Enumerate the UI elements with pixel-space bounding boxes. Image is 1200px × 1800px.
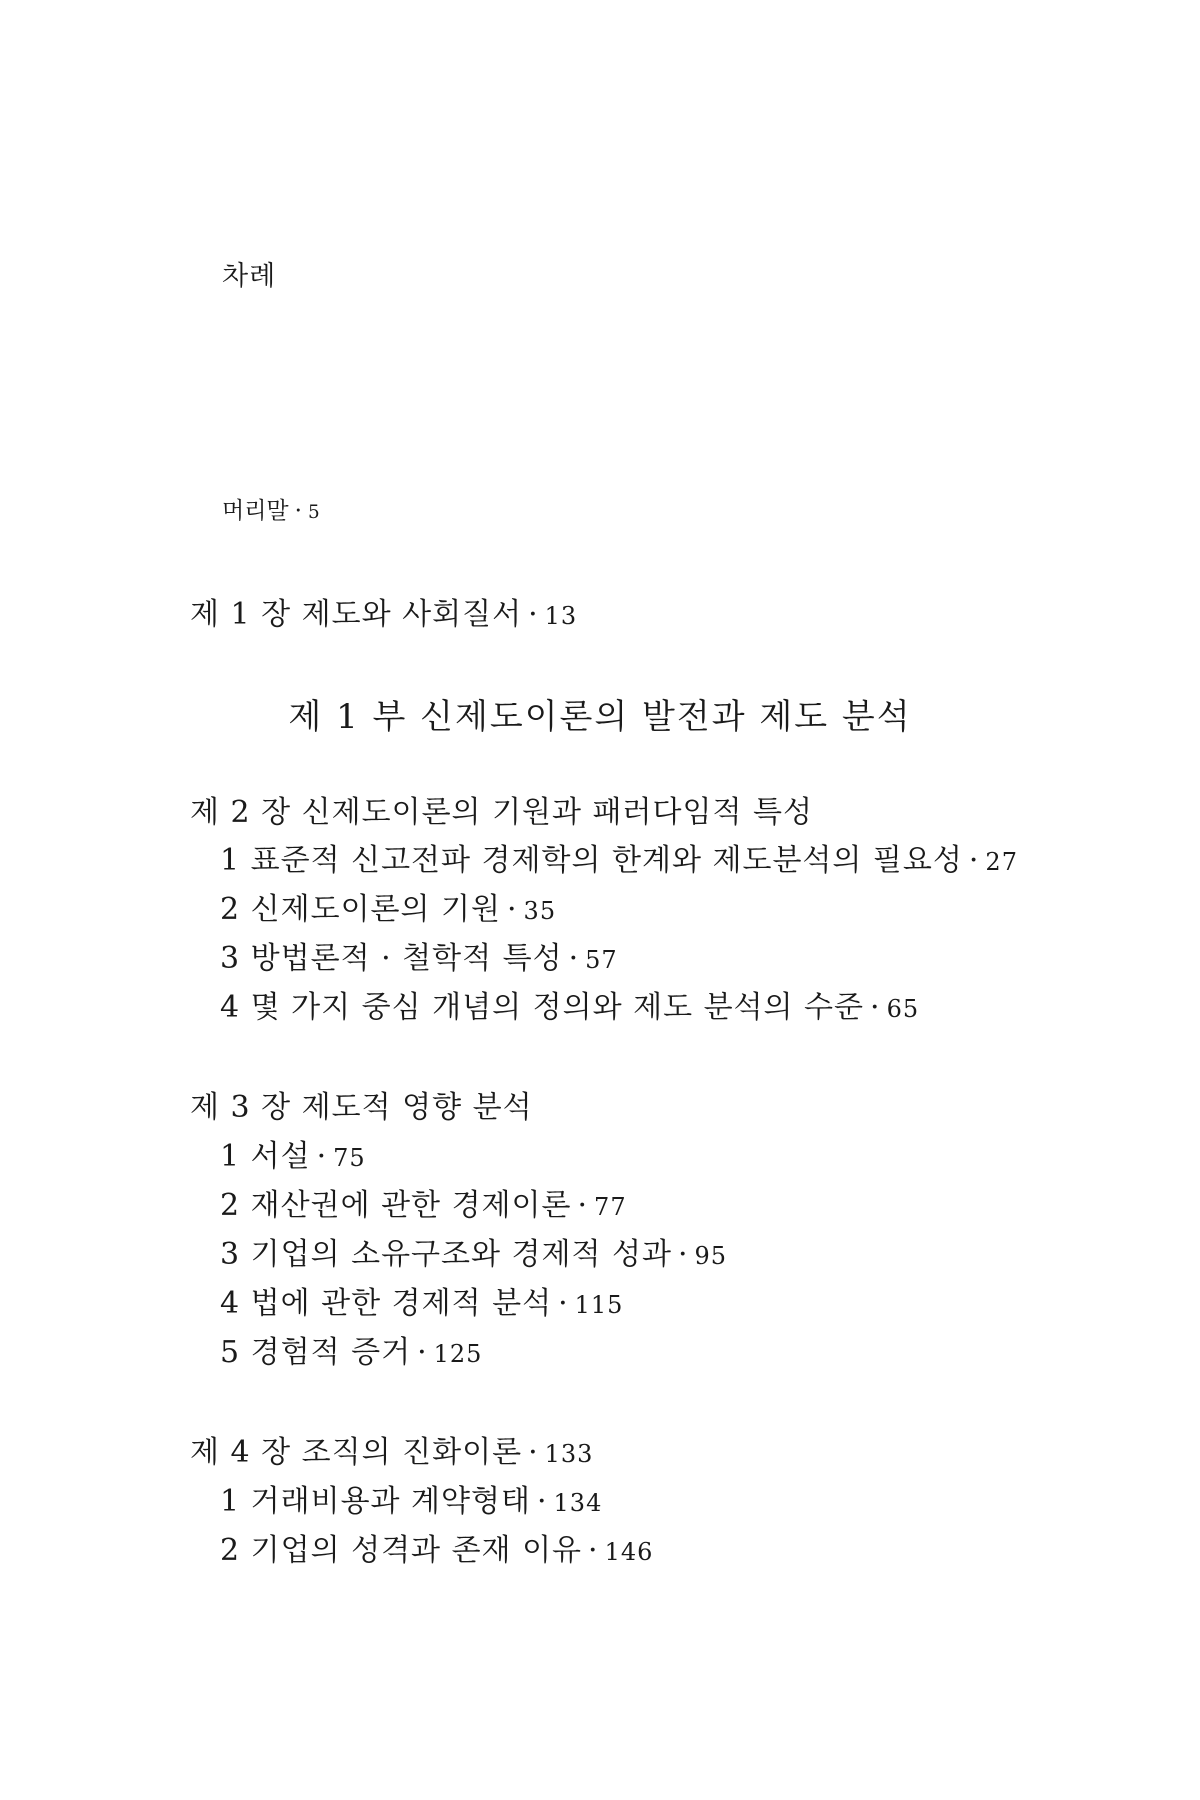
section-entry bbox=[220, 941, 618, 976]
dot-separator: · bbox=[316, 1139, 328, 1174]
dot-separator: · bbox=[528, 597, 539, 632]
page-number: 75 bbox=[333, 1144, 366, 1172]
page-title: 차례 bbox=[222, 261, 277, 292]
dot-separator: · bbox=[968, 843, 980, 878]
entry-label: 3 방법론적 · 철학적 특성 bbox=[220, 941, 563, 976]
dot-separator: · bbox=[568, 941, 580, 976]
page-number: 115 bbox=[574, 1291, 624, 1319]
dot-separator: · bbox=[577, 1188, 589, 1223]
chapter-2-heading: 제 2 장 신제도이론의 기원과 패러다임적 특성 bbox=[190, 795, 813, 830]
entry-label: 1 표준적 신고전파 경제학의 한계와 제도분석의 필요성 bbox=[220, 843, 963, 878]
page-number: 95 bbox=[694, 1242, 728, 1270]
dot-separator: · bbox=[677, 1237, 689, 1272]
entry-label: 2 재산권에 관한 경제이론 bbox=[220, 1188, 572, 1223]
entry-label: 1 서설 bbox=[220, 1139, 311, 1174]
dot-separator: · bbox=[588, 1533, 599, 1568]
dot-separator: · bbox=[417, 1335, 428, 1370]
entry-label: 5 경험적 증거 bbox=[220, 1335, 412, 1370]
entry-label: 2 신제도이론의 기원 bbox=[220, 892, 501, 927]
entry-label: 제 1 장 제도와 사회질서 bbox=[190, 597, 523, 632]
section-entry bbox=[220, 1286, 624, 1321]
entry-label: 1 거래비용과 계약형태 bbox=[220, 1484, 531, 1519]
dot-separator: · bbox=[558, 1286, 569, 1321]
entry-label: 3 기업의 소유구조와 경제적 성과 bbox=[220, 1237, 672, 1272]
page-number: 5 bbox=[307, 502, 320, 523]
section-entry bbox=[220, 990, 920, 1025]
entry-label: 4 몇 가지 중심 개념의 정의와 제도 분석의 수준 bbox=[220, 990, 865, 1025]
page-number: 146 bbox=[604, 1538, 654, 1566]
page-number: 134 bbox=[553, 1489, 603, 1517]
page-number: 65 bbox=[886, 995, 920, 1023]
page-number: 125 bbox=[433, 1340, 483, 1368]
section-entry bbox=[220, 1188, 627, 1223]
entry-label: 4 법에 관한 경제적 분석 bbox=[220, 1286, 553, 1321]
section-entry bbox=[220, 1237, 728, 1272]
page-number: 13 bbox=[544, 602, 578, 630]
preface-entry bbox=[222, 500, 320, 523]
section-entry bbox=[220, 892, 557, 927]
dot-separator: · bbox=[870, 990, 881, 1025]
part-1-heading: 제 1 부 신제도이론의 발전과 제도 분석 bbox=[288, 697, 912, 737]
page-number: 27 bbox=[985, 848, 1018, 876]
page-number: 133 bbox=[544, 1440, 594, 1468]
dot-separator: · bbox=[528, 1435, 539, 1470]
entry-label: 제 4 장 조직의 진화이론 bbox=[190, 1435, 523, 1470]
chapter-3-heading: 제 3 장 제도적 영향 분석 bbox=[190, 1090, 533, 1125]
entry-label: 2 기업의 성격과 존재 이유 bbox=[220, 1533, 583, 1568]
page-number: 77 bbox=[594, 1193, 627, 1221]
section-entry bbox=[220, 1533, 654, 1568]
section-entry bbox=[220, 1335, 483, 1370]
page-number: 35 bbox=[523, 897, 557, 925]
chapter-1-entry bbox=[190, 597, 578, 632]
dot-separator: · bbox=[294, 498, 302, 524]
dot-separator: · bbox=[536, 1484, 548, 1519]
section-entry bbox=[220, 1484, 603, 1519]
chapter-4-entry bbox=[190, 1435, 594, 1470]
page-number: 57 bbox=[585, 946, 618, 974]
section-entry bbox=[220, 843, 1018, 878]
entry-label: 머리말 bbox=[222, 498, 289, 524]
section-entry bbox=[220, 1139, 366, 1174]
dot-separator: · bbox=[507, 892, 518, 927]
